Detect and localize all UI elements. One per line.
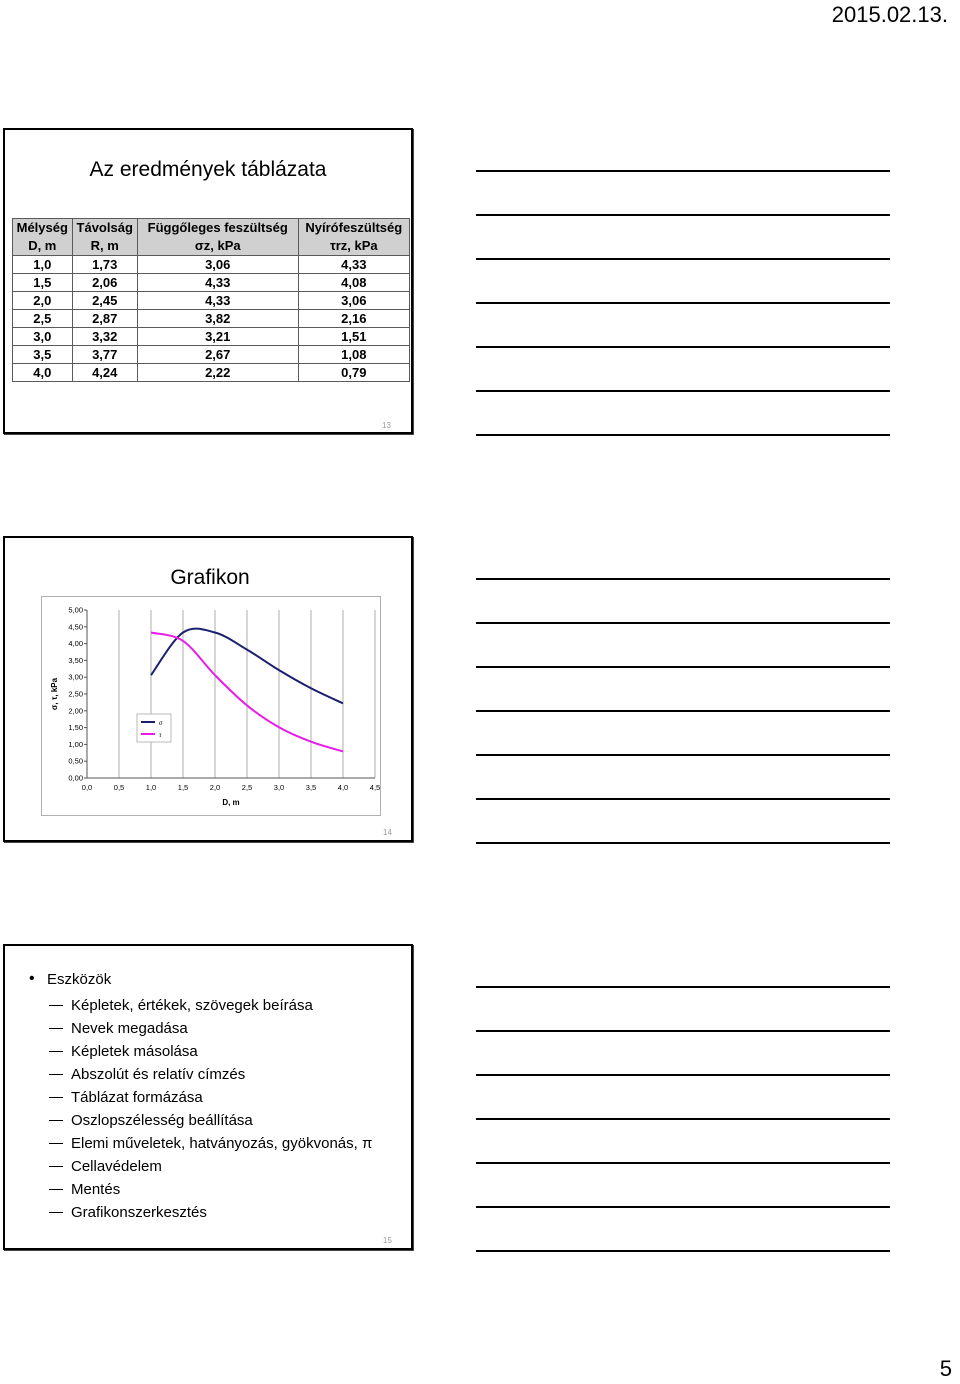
table-cell: 3,77 bbox=[72, 346, 137, 364]
note-line bbox=[476, 434, 890, 436]
note-line bbox=[476, 170, 890, 172]
list-item-text: Elemi műveletek, hatványozás, gyökvonás, π bbox=[71, 1135, 373, 1152]
x-tick-label: 2,0 bbox=[209, 783, 221, 792]
list-item bbox=[49, 1155, 372, 1178]
y-tick-label: 5,00 bbox=[68, 605, 83, 615]
list-item bbox=[49, 1178, 372, 1201]
y-tick-label: 0,00 bbox=[68, 773, 83, 783]
list-item-text: Képletek másolása bbox=[71, 1043, 198, 1060]
table-cell: 4,0 bbox=[13, 364, 73, 382]
table-row bbox=[13, 364, 410, 382]
note-line bbox=[476, 1250, 890, 1252]
table-cell: 3,21 bbox=[137, 328, 298, 346]
table-cell: 2,06 bbox=[72, 274, 137, 292]
list-item bbox=[49, 1063, 372, 1086]
list-item bbox=[49, 1201, 372, 1224]
slide-number: 14 bbox=[383, 828, 392, 837]
list-item bbox=[49, 1086, 372, 1109]
note-line bbox=[476, 258, 890, 260]
list-item bbox=[49, 1017, 372, 1040]
results-table bbox=[12, 218, 410, 382]
table-row bbox=[13, 328, 410, 346]
table-cell: 0,79 bbox=[298, 364, 409, 382]
table-header: σz, kPa bbox=[137, 237, 298, 256]
note-line bbox=[476, 710, 890, 712]
note-line bbox=[476, 346, 890, 348]
dash-icon bbox=[49, 1212, 63, 1213]
y-tick-label: 4,00 bbox=[68, 639, 83, 649]
table-header: R, m bbox=[72, 237, 137, 256]
table-cell: 4,08 bbox=[298, 274, 409, 292]
page-number: 5 bbox=[939, 1356, 952, 1381]
note-line bbox=[476, 1162, 890, 1164]
table-row bbox=[13, 274, 410, 292]
table-cell: 2,87 bbox=[72, 310, 137, 328]
y-tick-label: 3,50 bbox=[68, 655, 83, 665]
bullet-dot-icon: • bbox=[29, 970, 35, 987]
list-item-text: Grafikonszerkesztés bbox=[71, 1204, 207, 1221]
table-header: τrz, kPa bbox=[298, 237, 409, 256]
table-header: Nyírófeszültség bbox=[298, 219, 409, 238]
table-cell: 2,0 bbox=[13, 292, 73, 310]
list-item bbox=[49, 1040, 372, 1063]
table-header: D, m bbox=[13, 237, 73, 256]
list-item-text: Cellavédelem bbox=[71, 1158, 162, 1175]
x-tick-label: 0,0 bbox=[81, 783, 93, 792]
y-tick-label: 3,00 bbox=[68, 672, 83, 682]
x-tick-label: 2,5 bbox=[241, 783, 253, 792]
table-row bbox=[13, 346, 410, 364]
table-header: Távolság bbox=[72, 219, 137, 238]
dash-icon bbox=[49, 1143, 63, 1144]
y-tick-label: 0,50 bbox=[68, 756, 83, 766]
table-row bbox=[13, 256, 410, 274]
x-tick-label: 3,5 bbox=[305, 783, 317, 792]
y-tick-label: 2,00 bbox=[68, 706, 83, 716]
list-item-text: Táblázat formázása bbox=[71, 1089, 203, 1106]
table-cell: 3,32 bbox=[72, 328, 137, 346]
table-cell: 2,16 bbox=[298, 310, 409, 328]
note-line bbox=[476, 798, 890, 800]
y-tick-label: 4,50 bbox=[68, 622, 83, 632]
list-item-text: Abszolút és relatív címzés bbox=[71, 1066, 246, 1083]
note-line bbox=[476, 302, 890, 304]
table-row bbox=[13, 310, 410, 328]
table-cell: 2,22 bbox=[137, 364, 298, 382]
stress-chart bbox=[41, 596, 381, 816]
x-tick-label: 4,5 bbox=[369, 783, 381, 792]
slide-15 bbox=[3, 944, 413, 1250]
list-item bbox=[49, 994, 372, 1017]
list-item bbox=[49, 1109, 372, 1132]
note-line bbox=[476, 754, 890, 756]
dash-icon bbox=[49, 1028, 63, 1029]
table-cell: 3,06 bbox=[137, 256, 298, 274]
y-tick-label: 2,50 bbox=[68, 689, 83, 699]
dash-icon bbox=[49, 1097, 63, 1098]
table-cell: 1,08 bbox=[298, 346, 409, 364]
slide-number: 15 bbox=[383, 1236, 392, 1245]
table-cell: 3,82 bbox=[137, 310, 298, 328]
bullet-label: Eszközök bbox=[47, 970, 112, 988]
table-row bbox=[13, 292, 410, 310]
x-tick-label: 0,5 bbox=[113, 783, 125, 792]
dash-icon bbox=[49, 1051, 63, 1052]
list-item bbox=[49, 1132, 372, 1155]
slide-number: 13 bbox=[382, 421, 391, 430]
dash-icon bbox=[49, 1166, 63, 1167]
slide-13 bbox=[3, 128, 413, 434]
table-cell: 1,5 bbox=[13, 274, 73, 292]
list-item-text: Oszlopszélesség beállítása bbox=[71, 1112, 253, 1129]
list-item-text: Képletek, értékek, szövegek beírása bbox=[71, 997, 313, 1014]
bullet-list bbox=[29, 970, 372, 1224]
table-cell: 3,5 bbox=[13, 346, 73, 364]
table-cell: 4,24 bbox=[72, 364, 137, 382]
note-line bbox=[476, 986, 890, 988]
note-line bbox=[476, 390, 890, 392]
note-line bbox=[476, 842, 890, 844]
table-header: Függőleges feszültség bbox=[137, 219, 298, 238]
x-tick-label: 1,5 bbox=[177, 783, 189, 792]
table-cell: 2,45 bbox=[72, 292, 137, 310]
x-tick-label: 3,0 bbox=[273, 783, 285, 792]
table-cell: 1,0 bbox=[13, 256, 73, 274]
legend-box bbox=[137, 714, 171, 742]
dash-icon bbox=[49, 1005, 63, 1006]
table-cell: 4,33 bbox=[298, 256, 409, 274]
slide-14 bbox=[3, 536, 413, 842]
date-header: 2015.02.13. bbox=[831, 2, 948, 27]
bullet-main bbox=[29, 970, 372, 988]
dash-icon bbox=[49, 1189, 63, 1190]
slide-title: Grafikon bbox=[170, 566, 250, 589]
note-line bbox=[476, 1206, 890, 1208]
y-tick-label: 1,50 bbox=[68, 723, 83, 733]
table-header: Mélység bbox=[13, 219, 73, 238]
dash-icon bbox=[49, 1120, 63, 1121]
table-cell: 4,33 bbox=[137, 274, 298, 292]
table-cell: 3,06 bbox=[298, 292, 409, 310]
note-line bbox=[476, 1074, 890, 1076]
legend-label: σ bbox=[159, 719, 163, 727]
table-cell: 3,0 bbox=[13, 328, 73, 346]
note-line bbox=[476, 666, 890, 668]
note-line bbox=[476, 622, 890, 624]
y-axis-label: σ, τ, kPa bbox=[50, 677, 59, 711]
y-tick-label: 1,00 bbox=[68, 739, 83, 749]
note-line bbox=[476, 1118, 890, 1120]
x-tick-label: 4,0 bbox=[337, 783, 349, 792]
list-item-text: Nevek megadása bbox=[71, 1020, 188, 1037]
note-line bbox=[476, 214, 890, 216]
table-cell: 1,73 bbox=[72, 256, 137, 274]
note-line bbox=[476, 578, 890, 580]
dash-icon bbox=[49, 1074, 63, 1075]
x-tick-label: 1,0 bbox=[145, 783, 157, 792]
x-axis-label: D, m bbox=[222, 798, 240, 807]
list-item-text: Mentés bbox=[71, 1181, 121, 1198]
table-cell: 4,33 bbox=[137, 292, 298, 310]
note-line bbox=[476, 1030, 890, 1032]
table-cell: 2,5 bbox=[13, 310, 73, 328]
table-cell: 1,51 bbox=[298, 328, 409, 346]
legend-label: τ bbox=[159, 731, 162, 739]
slide-title: Az eredmények táblázata bbox=[89, 158, 327, 181]
table-cell: 2,67 bbox=[137, 346, 298, 364]
